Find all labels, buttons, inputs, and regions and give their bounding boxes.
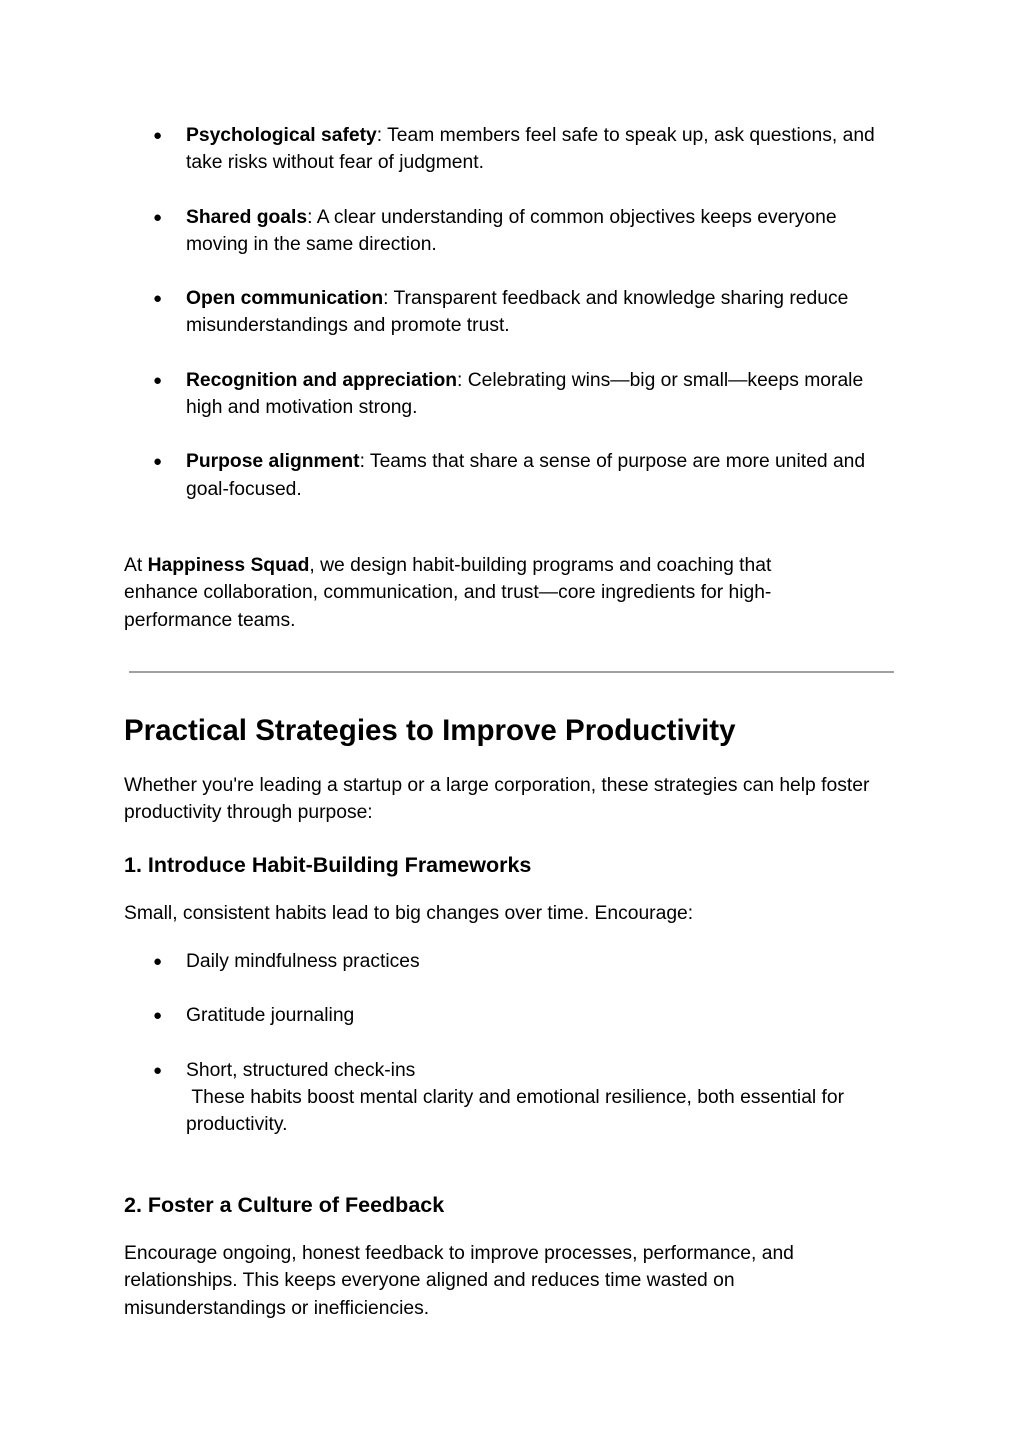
list-item — [124, 1002, 904, 1029]
list-item-term: Open communication — [186, 288, 384, 310]
list-item — [124, 367, 904, 422]
brand-name: Happiness Squad — [147, 555, 310, 576]
habits-list-container — [124, 948, 904, 1138]
list-item-term: Shared goals — [186, 206, 308, 228]
bullet-icon: ● — [153, 1061, 163, 1079]
bullet-icon: ● — [153, 1007, 163, 1025]
closing-paragraph — [124, 552, 824, 634]
bullet-icon: ● — [153, 127, 163, 144]
section-divider — [129, 671, 894, 673]
closing-text: , we design habit-building programs and coaching that enhance collaboration, communication, and trust—core ingredients for high-performance teams. — [124, 555, 772, 631]
list-item — [124, 948, 904, 975]
list-item — [124, 204, 904, 259]
bullet-icon: ● — [153, 208, 163, 226]
list-item-followup: These habits boost mental clarity and emotional resilience, both essential for productivity. — [186, 1086, 850, 1136]
list-item-text: : Teams that share a sense of purpose are more united and goal-focused. — [186, 451, 866, 500]
strategy-1-heading: 1. Introduce Habit-Building Frameworks — [124, 853, 532, 877]
bullet-icon: ● — [153, 290, 163, 308]
list-item-text: Daily mindfulness practices — [186, 951, 420, 972]
bullet-icon: ● — [153, 953, 163, 970]
list-item-term: Psychological safety — [186, 125, 377, 146]
bullet-icon: ● — [153, 453, 163, 471]
strategy-2-heading: 2. Foster a Culture of Feedback — [124, 1193, 445, 1217]
list-item-text: : Transparent feedback and knowledge sharing reduce misunderstandings and promote trust. — [186, 288, 849, 337]
list-item-term: Recognition and appreciation — [186, 369, 458, 391]
list-item-text: : Team members feel safe to speak up, ask questions, and take risks without fear of judgment. — [186, 125, 875, 174]
bullet-icon: ● — [153, 371, 163, 389]
section-heading: Practical Strategies to Improve Productivity — [124, 714, 736, 747]
list-item — [124, 285, 904, 340]
list-item — [124, 448, 904, 503]
pillars-list — [124, 122, 904, 503]
list-item-text: Gratitude journaling — [186, 1005, 355, 1027]
closing-prefix: At — [124, 555, 148, 576]
section-intro: Whether you're leading a startup or a large corporation, these strategies can help foster productivity through purpose: — [124, 775, 870, 824]
list-item-term: Purpose alignment — [186, 451, 360, 473]
habits-list — [124, 948, 904, 1138]
strategy-2-text: Encourage ongoing, honest feedback to improve processes, performance, and relationships. This keeps everyone aligned and reduces time wasted on misunderstandings or inefficiencies. — [124, 1243, 794, 1319]
list-item-text: Short, structured check-ins — [186, 1059, 416, 1081]
pillars-list-container — [124, 122, 904, 503]
list-item-text: : A clear understanding of common objectives keeps everyone moving in the same direction. — [186, 206, 837, 255]
list-item — [124, 122, 904, 177]
list-item — [124, 1057, 904, 1139]
list-item-text: : Celebrating wins—big or small—keeps morale high and motivation strong. — [186, 369, 864, 419]
strategy-1-intro: Small, consistent habits lead to big changes over time. Encourage: — [124, 903, 694, 924]
